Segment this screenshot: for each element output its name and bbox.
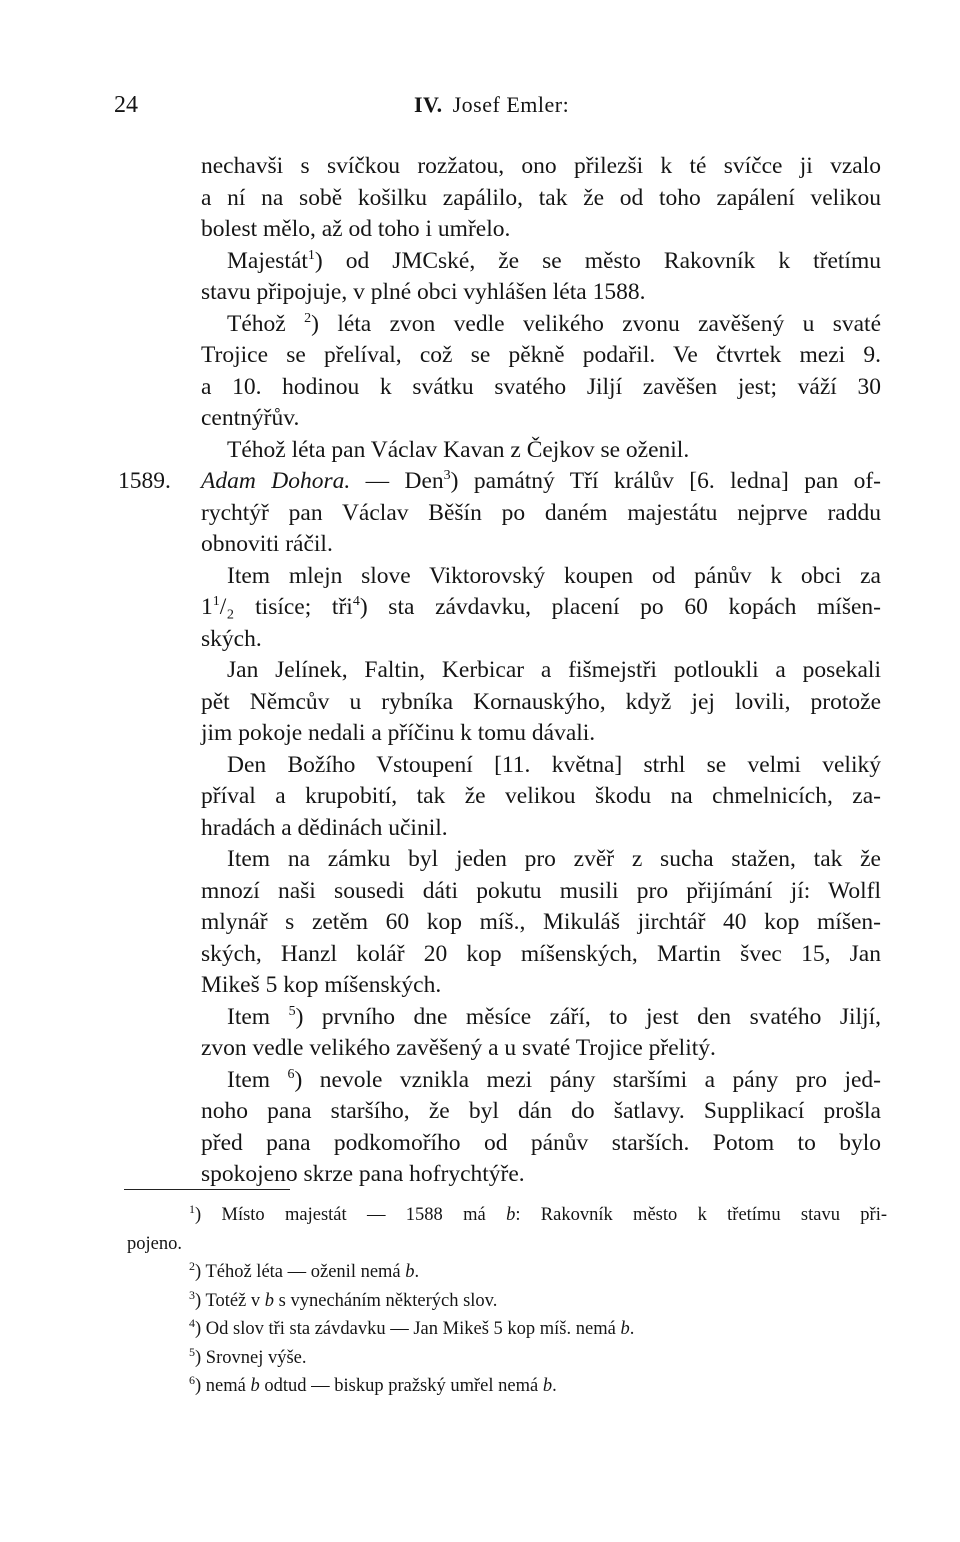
italic-text: b [542,1376,553,1396]
text-span: Jan Jelínek, Faltin, Kerbicar a fišmejstři potloukli a posekali [227,657,881,683]
footnote-mark: 2 [189,1259,195,1273]
text-line [201,1033,881,1065]
text-span: . [552,1376,557,1396]
text-span: 1 [201,594,213,620]
text-line [201,750,881,782]
text-line [201,1128,881,1160]
text-span: . [414,1262,420,1282]
page-number: 24 [114,92,138,118]
text-line [201,718,881,750]
text-line [201,403,881,435]
text-span: ) Místo majestát — 1588 má [195,1205,507,1225]
text-line [201,340,881,372]
text-span: noho pana staršího, že byl dán do šatlavy. Supplikací prošla [201,1098,881,1124]
footnote-mark: 2 [304,310,312,326]
footnote-mark: 5 [288,1003,296,1019]
text-span: ských, Hanzl kolář 20 kop míšenských, Martin švec 15, Jan [201,940,881,967]
text-span: Téhož [227,310,305,337]
text-span: pojeno. [127,1233,182,1254]
footnote-line [127,1287,887,1316]
text-line [201,498,881,530]
text-span: zvon vedle velikého zavěšený a u svaté Trojice přelitý. [201,1035,716,1061]
text-span: ) nevole vznikla mezi pány staršími a pány pro jed- [294,1066,881,1093]
text-span: Téhož léta pan Václav Kavan z Čejkov se oženil. [227,436,690,463]
text-line [201,1096,881,1128]
footnote-mark: 5 [189,1344,195,1359]
text-span: Majestát [227,247,308,274]
text-line [201,372,881,404]
text-span: nechavši s svíčkou rozžatou, ono přilezši k té svíčce ji vzalo [201,153,881,179]
text-span: /₂ tisíce; tři [219,594,353,620]
text-span: ) sta závdavku, placení po 60 kopách míšen- [359,594,881,620]
italic-text: b [506,1205,516,1225]
text-span: stavu připojuje, v plné obci vyhlášen léta 1588. [201,279,646,305]
text-span: — Den [350,468,444,494]
text-line [118,466,881,498]
text-span: : Rakovník město k třetímu stavu při- [515,1205,887,1225]
text-span: Mikeš 5 kop míšenských. [201,972,442,998]
text-span: ) nemá [195,1376,251,1396]
footnote-mark: 4 [352,594,360,609]
italic-text: Adam Dohora. [201,468,351,494]
text-line [201,214,881,246]
main-text [118,151,881,1191]
text-span: Item na zámku byl jeden pro zvěř z sucha stažen, tak že [227,846,881,872]
text-span: příval a krupobití, tak že velikou škodu na chmelnicích, za- [201,783,881,809]
text-line [201,246,881,278]
running-title [414,92,569,118]
text-line [201,970,881,1002]
footnote-line [127,1372,887,1401]
text-span: Trojice se přelíval, což se pěkně podařil. Ve čtvrtek mezi 9. [201,342,881,368]
author-name: Josef Emler: [452,92,570,117]
text-span: hradách a dědinách učinil. [201,814,448,841]
text-line [201,1002,881,1034]
text-span: mlynář s zetěm 60 kop míš., Mikuláš jirchtář 40 kop míšen- [201,909,881,935]
text-span: odtud — biskup pražský umřel nemá [259,1376,543,1396]
text-line [201,813,881,845]
text-span: . [629,1319,635,1339]
text-line [201,435,881,467]
text-line [201,655,881,687]
margin-year: 1589. [118,468,171,494]
text-line [201,876,881,908]
text-span: ) prvního dne měsíce září, to jest den svatého Jiljí, [295,1003,881,1030]
footnote-line [127,1201,887,1230]
text-line [201,561,881,593]
text-span: bolest mělo, až od toho i umřelo. [201,216,511,242]
running-header [0,92,960,124]
text-line [201,592,881,624]
text-line [201,844,881,876]
text-span: jim pokoje nedali a příčinu k tomu dávali. [201,720,596,746]
footnote-mark: 6 [287,1066,295,1082]
text-line [201,907,881,939]
text-span: ) od JMCské, že se město Rakovník k třetímu [314,247,881,274]
text-span: centnýřův. [201,405,300,431]
text-line [201,309,881,341]
text-span: ) Totéž v [195,1290,265,1311]
footnote-line [127,1230,887,1259]
text-span: mnozí naši sousedi dáti pokutu musili pro přijímání jí: Wolfl [201,877,881,904]
footnote-line [127,1344,887,1373]
text-line [201,1065,881,1097]
text-line [201,1159,881,1191]
footnote-mark: 6 [189,1373,195,1387]
footnote-mark: 1 [189,1202,195,1216]
text-span: obnoviti ráčil. [201,531,333,557]
text-line [201,183,881,215]
text-line [201,781,881,813]
text-span: ských. [201,625,262,652]
text-span: spokojeno skrze pana hofrychtýře. [201,1161,525,1187]
footnote-line [127,1258,887,1287]
footnote-mark: 3 [443,468,451,483]
text-span: ) Srovnej výše. [195,1347,307,1368]
italic-text: b [620,1319,630,1339]
footnote-mark: 3 [189,1287,195,1302]
text-span: před pana podkomořího od pánův starších. Potom to bylo [201,1129,881,1156]
text-line [201,529,881,561]
text-span: s vynecháním některých slov. [274,1290,498,1311]
text-span: ) památný Tří králův [6. ledna] pan of- [450,468,881,494]
footnote-line [127,1315,887,1344]
chapter-number: IV. [414,92,443,117]
footnote-mark: 1 [307,247,315,263]
text-span: Den Božího Vstoupení [11. května] strhl se velmi veliký [227,751,881,778]
text-line [201,687,881,719]
footnotes [127,1201,887,1401]
italic-text: b [405,1262,415,1282]
text-span: Item mlejn slove Viktorovský koupen od pánův k obci za [227,562,881,589]
text-span: Item [227,1003,289,1030]
text-span: a 10. hodinou k svátku svatého Jiljí zavěšen jest; váží 30 [201,373,881,400]
text-span: a ní na sobě košilku zapálilo, tak že od toho zapálení velikou [201,184,881,211]
text-line [201,624,881,656]
italic-text: b [264,1290,275,1311]
text-span: pět Němcův u rybníka Kornauskýho, když jej lovili, protože [201,688,881,715]
text-span: Item [227,1066,288,1093]
footnote-mark: 4 [189,1316,195,1330]
text-line [201,151,881,183]
text-line [201,277,881,309]
text-line [201,939,881,971]
footnote-mark: 1 [212,594,220,609]
text-span: ) léta zvon vedle velikého zvonu zavěšený u svaté [311,310,881,337]
italic-text: b [250,1376,260,1396]
text-span: ) Téhož léta — oženil nemá [195,1262,406,1282]
text-span: ) Od slov tři sta závdavku — Jan Mikeš 5 kop míš. nemá [195,1319,621,1339]
text-span: rychtýř pan Václav Běšín po daném majestátu nejprve raddu [201,499,881,526]
footnote-separator [124,1189,290,1190]
